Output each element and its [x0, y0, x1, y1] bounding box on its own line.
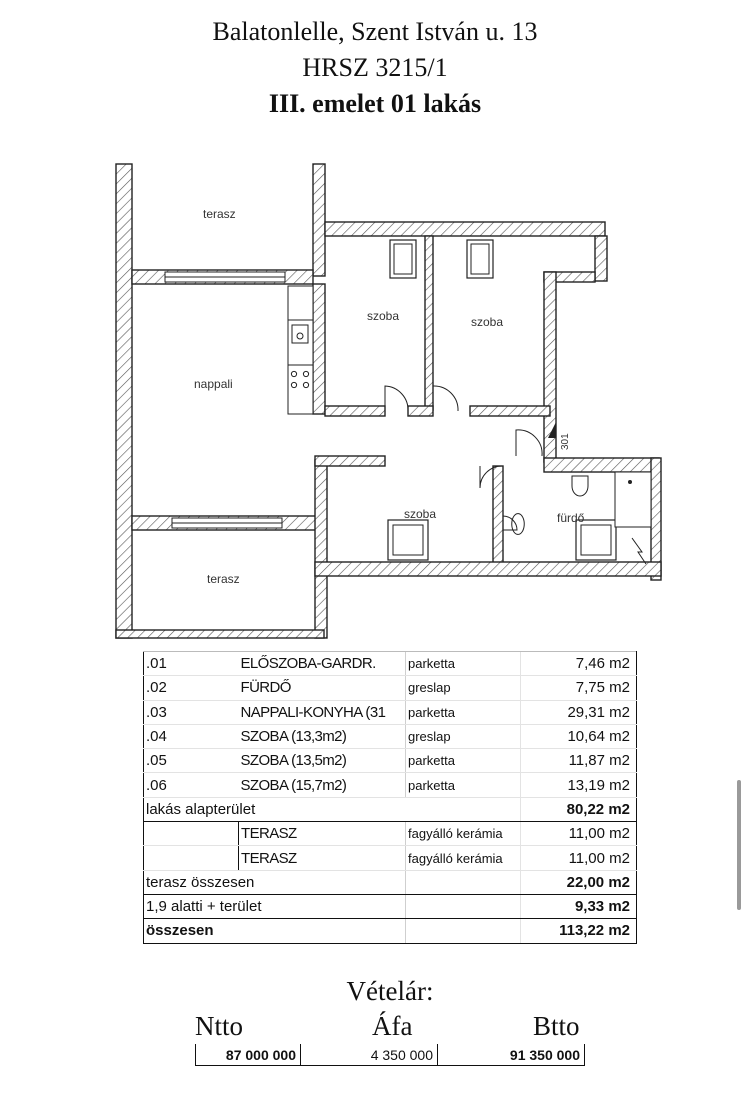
table-row — [144, 700, 637, 724]
wall-room1-bottom-a — [325, 406, 385, 416]
room-area-cell: 7,75 m2 — [521, 676, 637, 700]
table-row — [144, 724, 637, 748]
wall-top-terrace-right — [313, 164, 325, 276]
vat-price: 4 350 000 — [301, 1044, 438, 1066]
document-header — [0, 14, 750, 122]
sink — [512, 514, 524, 535]
terrace-empty-cell — [144, 822, 239, 846]
scrollbar[interactable] — [737, 780, 741, 910]
terrace-name-cell: TERASZ — [239, 822, 406, 846]
electric-symbol — [632, 538, 646, 564]
area-table — [143, 651, 637, 944]
room-name-cell: SZOBA (15,7m2) — [239, 773, 406, 797]
table-row — [144, 822, 637, 846]
kitchen-counter — [288, 286, 313, 414]
wardrobe-room3 — [388, 520, 428, 560]
room-area-cell: 13,19 m2 — [521, 773, 637, 797]
label-unit-number: 301 — [560, 433, 571, 450]
table-row — [144, 652, 637, 676]
net-label: Ntto — [195, 1011, 244, 1041]
terrace-total-area-cell: 22,00 m2 — [521, 870, 637, 894]
grand-total-empty-cell — [406, 919, 521, 943]
table-row — [144, 870, 637, 894]
table-row — [144, 919, 637, 943]
table-row — [144, 749, 637, 773]
bath-cabinet — [576, 520, 616, 560]
room-floor-cell: parketta — [406, 700, 521, 724]
wall-lower-top-b — [544, 458, 659, 472]
price-title: Vételár: — [346, 976, 434, 1006]
wall-rooms-top — [325, 222, 605, 236]
label-room1: szoba — [367, 309, 400, 323]
room-name-cell: SZOBA (13,3m2) — [239, 724, 406, 748]
label-terrace-top: terasz — [203, 207, 236, 221]
label-room3: szoba — [404, 507, 437, 521]
room-number-cell: .04 — [144, 724, 239, 748]
wall-room1-bottom-b — [408, 406, 433, 416]
door-room1 — [385, 386, 408, 411]
label-terrace-bottom: terasz — [207, 572, 240, 586]
room-floor-cell: greslap — [406, 676, 521, 700]
wall-room3-right — [493, 466, 503, 566]
table-row — [144, 894, 637, 918]
terrace-empty-cell — [144, 846, 239, 870]
under-height-empty-cell — [406, 894, 521, 918]
wall-lower-left — [315, 460, 327, 638]
room-area-cell: 7,46 m2 — [521, 652, 637, 676]
toilet — [572, 476, 588, 496]
door-corridor — [516, 430, 542, 456]
wall-lower-top-a — [315, 456, 385, 466]
room-floor-cell: parketta — [406, 652, 521, 676]
room-number-cell: .01 — [144, 652, 239, 676]
subtotal-label-cell: lakás alapterület — [144, 797, 521, 821]
wall-lower-bottom — [315, 562, 661, 576]
address-line: Balatonlelle, Szent István u. 13 — [212, 17, 538, 46]
door-bath — [503, 516, 517, 530]
grand-total-label-cell: összesen — [144, 919, 406, 943]
under-height-label-cell: 1,9 alatti + terület — [144, 894, 406, 918]
wall-left — [116, 164, 132, 638]
under-height-area-cell: 9,33 m2 — [521, 894, 637, 918]
label-living: nappali — [194, 377, 233, 391]
room-floor-cell: parketta — [406, 773, 521, 797]
room-floor-cell: greslap — [406, 724, 521, 748]
room-floor-cell: parketta — [406, 749, 521, 773]
door-room2 — [433, 386, 458, 411]
unit-title: III. emelet 01 lakás — [268, 89, 482, 118]
room-rows — [144, 652, 637, 944]
wall-rooms-divider — [425, 236, 433, 410]
net-price: 87 000 000 — [195, 1044, 301, 1066]
wall-rooms-right-notch — [595, 236, 607, 281]
shower — [615, 472, 651, 527]
room-name-cell: SZOBA (13,5m2) — [239, 749, 406, 773]
gross-price: 91 350 000 — [438, 1044, 585, 1066]
room-number-cell: .02 — [144, 676, 239, 700]
room-number-cell: .05 — [144, 749, 239, 773]
grand-total-area-cell: 113,22 m2 — [521, 919, 637, 943]
room-number-cell: .03 — [144, 700, 239, 724]
room-area-cell: 10,64 m2 — [521, 724, 637, 748]
gross-label: Btto — [533, 1011, 580, 1041]
table-row — [144, 676, 637, 700]
room-name-cell: ELŐSZOBA-GARDR. — [239, 652, 406, 676]
room-name-cell: NAPPALI-KONYHA (31 — [239, 700, 406, 724]
terrace-area-cell: 11,00 m2 — [521, 846, 637, 870]
hrsz-line: HRSZ 3215/1 — [302, 53, 448, 82]
floor-plan — [110, 160, 665, 640]
terrace-name-cell: TERASZ — [239, 846, 406, 870]
label-bath: fürdő — [557, 511, 585, 525]
wall-bottom-left — [116, 630, 324, 638]
table-row — [144, 773, 637, 797]
table-row — [144, 846, 637, 870]
room-area-cell: 29,31 m2 — [521, 700, 637, 724]
label-room2: szoba — [471, 315, 504, 329]
terrace-floor-cell: fagyálló kerámia — [406, 822, 521, 846]
subtotal-area-cell: 80,22 m2 — [521, 797, 637, 821]
terrace-floor-cell: fagyálló kerámia — [406, 846, 521, 870]
terrace-total-empty-cell — [406, 870, 521, 894]
wall-living-right — [313, 284, 325, 414]
room-name-cell: FÜRDŐ — [239, 676, 406, 700]
vat-label: Áfa — [372, 1011, 413, 1041]
wall-room2-bottom — [470, 406, 550, 416]
terrace-area-cell: 11,00 m2 — [521, 822, 637, 846]
table-row — [144, 797, 637, 821]
room-area-cell: 11,87 m2 — [521, 749, 637, 773]
room-number-cell: .06 — [144, 773, 239, 797]
terrace-total-label-cell: terasz összesen — [144, 870, 406, 894]
